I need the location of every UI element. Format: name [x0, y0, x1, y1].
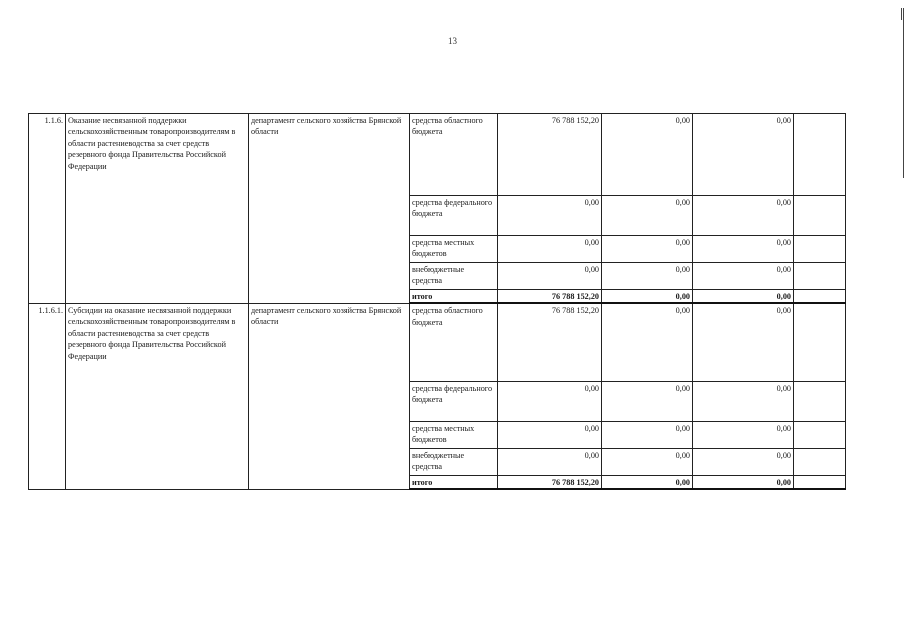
empty-cell [794, 114, 846, 196]
amount-cell: 0,00 [602, 381, 693, 421]
table-row [29, 303, 846, 381]
empty-cell [794, 236, 846, 263]
amount-cell: 0,00 [602, 196, 693, 236]
amount-cell-total: 76 788 152,20 [498, 290, 602, 304]
empty-cell [794, 475, 846, 489]
amount-cell-total: 0,00 [602, 475, 693, 489]
amount-cell: 0,00 [602, 236, 693, 263]
funding-source: внебюджетные средства [410, 263, 498, 290]
amount-cell: 0,00 [498, 263, 602, 290]
margin-line [903, 8, 904, 178]
amount-cell-total: 0,00 [693, 475, 794, 489]
amount-cell-total: 76 788 152,20 [498, 475, 602, 489]
funding-source: средства федерального бюджета [410, 196, 498, 236]
funding-source-total: итого [410, 290, 498, 304]
funding-source: средства федерального бюджета [410, 381, 498, 421]
funding-source: средства областного бюджета [410, 114, 498, 196]
amount-cell: 0,00 [693, 236, 794, 263]
item-name: Субсидии на оказание несвязанной поддержки сельскохозяйственным товаропроизводителям в области растениеводства за счет средств резервного фонда Правительства Российской Федерации [66, 303, 249, 489]
empty-cell [794, 290, 846, 304]
table-row [29, 114, 846, 196]
amount-cell: 0,00 [602, 421, 693, 448]
amount-cell: 0,00 [602, 114, 693, 196]
amount-cell-total: 0,00 [602, 290, 693, 304]
item-code: 1.1.6. [29, 114, 66, 304]
item-code: 1.1.6.1. [29, 303, 66, 489]
empty-cell [794, 448, 846, 475]
funding-source: средства областного бюджета [410, 303, 498, 381]
page-number: 13 [448, 36, 457, 46]
amount-cell: 0,00 [693, 448, 794, 475]
item-executor: департамент сельского хозяйства Брянской области [249, 303, 410, 489]
amount-cell: 0,00 [498, 381, 602, 421]
amount-cell: 0,00 [602, 448, 693, 475]
margin-tick [901, 8, 902, 20]
amount-cell: 0,00 [693, 421, 794, 448]
amount-cell: 76 788 152,20 [498, 303, 602, 381]
empty-cell [794, 196, 846, 236]
item-executor: департамент сельского хозяйства Брянской области [249, 114, 410, 304]
amount-cell: 0,00 [693, 381, 794, 421]
amount-cell-total: 0,00 [693, 290, 794, 304]
amount-cell: 0,00 [693, 196, 794, 236]
amount-cell: 0,00 [498, 448, 602, 475]
amount-cell: 0,00 [693, 114, 794, 196]
funding-source: средства местных бюджетов [410, 421, 498, 448]
empty-cell [794, 263, 846, 290]
amount-cell: 76 788 152,20 [498, 114, 602, 196]
funding-source: средства местных бюджетов [410, 236, 498, 263]
amount-cell: 0,00 [498, 236, 602, 263]
amount-cell: 0,00 [498, 421, 602, 448]
empty-cell [794, 421, 846, 448]
amount-cell: 0,00 [498, 196, 602, 236]
funding-source-total: итого [410, 475, 498, 489]
funding-source: внебюджетные средства [410, 448, 498, 475]
empty-cell [794, 303, 846, 381]
amount-cell: 0,00 [693, 263, 794, 290]
budget-table [28, 113, 846, 490]
amount-cell: 0,00 [602, 303, 693, 381]
amount-cell: 0,00 [693, 303, 794, 381]
item-name: Оказание несвязанной поддержки сельскохозяйственным товаропроизводителям в области растениеводства за счет средств резервного фонда Правительства Российской Федерации [66, 114, 249, 304]
empty-cell [794, 381, 846, 421]
amount-cell: 0,00 [602, 263, 693, 290]
